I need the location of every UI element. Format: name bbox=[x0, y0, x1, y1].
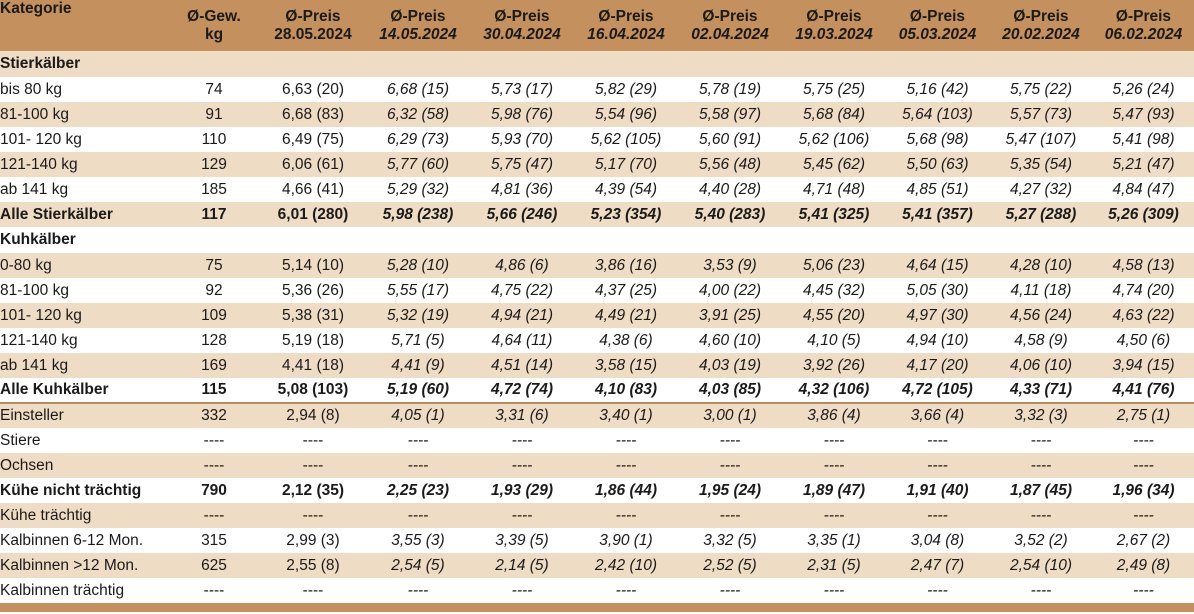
row-weight: 91 bbox=[168, 102, 260, 127]
row-label: Kühe nicht trächtig bbox=[0, 478, 168, 503]
header-date: 28.05.2024 bbox=[274, 25, 352, 43]
price-cell: 3,39 (5) bbox=[470, 528, 574, 553]
row-weight: 109 bbox=[168, 303, 260, 328]
row-label: 101- 120 kg bbox=[0, 303, 168, 328]
price-cell: 5,58 (97) bbox=[678, 102, 782, 127]
price-cell: 5,26 (309) bbox=[1093, 202, 1194, 227]
price-cell: 5,77 (60) bbox=[366, 152, 470, 177]
price-cell: 5,71 (5) bbox=[366, 328, 470, 353]
header-date: 14.05.2024 bbox=[379, 25, 457, 43]
price-cell: 4,37 (25) bbox=[574, 278, 678, 303]
header-price-col bbox=[260, 0, 366, 51]
price-cell: 5,47 (93) bbox=[1093, 102, 1194, 127]
section-row bbox=[0, 227, 1194, 253]
price-cell: 5,68 (84) bbox=[782, 102, 886, 127]
table-row bbox=[0, 328, 1194, 353]
price-cell: ---- bbox=[1093, 578, 1194, 603]
price-cell: 1,91 (40) bbox=[886, 478, 989, 503]
header-price-col bbox=[678, 0, 782, 51]
header-weight-line1: Ø-Gew. bbox=[187, 7, 241, 25]
price-cell: 5,75 (22) bbox=[989, 77, 1093, 102]
price-cell: 2,54 (5) bbox=[366, 553, 470, 578]
row-label: 121-140 kg bbox=[0, 328, 168, 353]
price-cell: 4,58 (9) bbox=[989, 328, 1093, 353]
row-weight: 92 bbox=[168, 278, 260, 303]
price-cell: ---- bbox=[1093, 453, 1194, 478]
price-cell: 3,31 (6) bbox=[470, 403, 574, 428]
price-cell: ---- bbox=[989, 578, 1093, 603]
price-cell: 5,36 (26) bbox=[260, 278, 366, 303]
price-cell: ---- bbox=[470, 578, 574, 603]
price-cell: ---- bbox=[886, 428, 989, 453]
table-row bbox=[0, 177, 1194, 202]
table-row bbox=[0, 428, 1194, 453]
table-row bbox=[0, 202, 1194, 227]
price-cell: 5,50 (63) bbox=[886, 152, 989, 177]
price-cell: 2,14 (5) bbox=[470, 553, 574, 578]
price-cell: 4,38 (6) bbox=[574, 328, 678, 353]
table-row bbox=[0, 503, 1194, 528]
price-cell: 4,40 (28) bbox=[678, 177, 782, 202]
price-cell: 2,49 (8) bbox=[1093, 553, 1194, 578]
price-cell: 4,41 (18) bbox=[260, 353, 366, 378]
price-cell: 4,39 (54) bbox=[574, 177, 678, 202]
price-cell: 5,98 (76) bbox=[470, 102, 574, 127]
price-cell: 1,89 (47) bbox=[782, 478, 886, 503]
row-weight: 128 bbox=[168, 328, 260, 353]
price-cell: ---- bbox=[260, 503, 366, 528]
header-price-col bbox=[366, 0, 470, 51]
price-cell: 4,10 (83) bbox=[574, 378, 678, 403]
price-cell: 5,75 (47) bbox=[470, 152, 574, 177]
table-row bbox=[0, 553, 1194, 578]
price-cell: ---- bbox=[989, 453, 1093, 478]
price-cell: ---- bbox=[989, 503, 1093, 528]
section-title: Kuhkälber bbox=[0, 227, 1194, 253]
row-weight: ---- bbox=[168, 503, 260, 528]
table-row bbox=[0, 478, 1194, 503]
price-cell: 5,23 (354) bbox=[574, 202, 678, 227]
price-cell: 4,66 (41) bbox=[260, 177, 366, 202]
price-cell: 4,74 (20) bbox=[1093, 278, 1194, 303]
row-weight: 129 bbox=[168, 152, 260, 177]
price-cell: 2,94 (8) bbox=[260, 403, 366, 428]
table-row bbox=[0, 578, 1194, 603]
price-cell: 5,78 (19) bbox=[678, 77, 782, 102]
row-label: Alle Kuhkälber bbox=[0, 378, 168, 403]
price-cell: 4,58 (13) bbox=[1093, 253, 1194, 278]
row-label: ab 141 kg bbox=[0, 177, 168, 202]
header-price-col bbox=[574, 0, 678, 51]
price-cell: 3,40 (1) bbox=[574, 403, 678, 428]
header-date: 06.02.2024 bbox=[1104, 25, 1183, 43]
header-date: 30.04.2024 bbox=[483, 25, 561, 43]
price-cell: 1,95 (24) bbox=[678, 478, 782, 503]
price-cell: ---- bbox=[574, 428, 678, 453]
price-cell: 4,41 (9) bbox=[366, 353, 470, 378]
header-date: 19.03.2024 bbox=[795, 25, 873, 43]
row-weight: 332 bbox=[168, 403, 260, 428]
header-price-label: Ø-Preis bbox=[285, 7, 341, 25]
price-cell: 4,33 (71) bbox=[989, 378, 1093, 403]
table-row bbox=[0, 127, 1194, 152]
row-weight: 790 bbox=[168, 478, 260, 503]
header-weight bbox=[168, 0, 260, 51]
header-price-col bbox=[989, 0, 1093, 51]
price-cell: 4,17 (20) bbox=[886, 353, 989, 378]
price-cell: 2,52 (5) bbox=[678, 553, 782, 578]
price-cell: 4,86 (6) bbox=[470, 253, 574, 278]
price-cell: 4,03 (85) bbox=[678, 378, 782, 403]
table-row bbox=[0, 77, 1194, 102]
price-cell: ---- bbox=[1093, 503, 1194, 528]
row-label: Kalbinnen 6-12 Mon. bbox=[0, 528, 168, 553]
row-label: Alle Stierkälber bbox=[0, 202, 168, 227]
price-cell: 5,19 (60) bbox=[366, 378, 470, 403]
row-weight: 75 bbox=[168, 253, 260, 278]
header-price-label: Ø-Preis bbox=[1013, 7, 1069, 25]
price-cell: 3,55 (3) bbox=[366, 528, 470, 553]
header-price-label: Ø-Preis bbox=[1115, 7, 1172, 25]
price-cell: ---- bbox=[782, 453, 886, 478]
price-cell: 3,86 (4) bbox=[782, 403, 886, 428]
price-cell: 5,40 (283) bbox=[678, 202, 782, 227]
price-cell: 5,27 (288) bbox=[989, 202, 1093, 227]
price-cell: 6,68 (15) bbox=[366, 77, 470, 102]
footer-bar bbox=[0, 603, 1194, 612]
price-cell: 6,06 (61) bbox=[260, 152, 366, 177]
row-label: Kalbinnen trächtig bbox=[0, 578, 168, 603]
row-label: Kalbinnen >12 Mon. bbox=[0, 553, 168, 578]
price-cell: ---- bbox=[886, 453, 989, 478]
price-cell: 5,45 (62) bbox=[782, 152, 886, 177]
table-row bbox=[0, 253, 1194, 278]
price-cell: 3,86 (16) bbox=[574, 253, 678, 278]
price-cell: 5,73 (17) bbox=[470, 77, 574, 102]
price-cell: 6,01 (280) bbox=[260, 202, 366, 227]
price-cell: 4,28 (10) bbox=[989, 253, 1093, 278]
price-cell: 5,17 (70) bbox=[574, 152, 678, 177]
row-weight: 74 bbox=[168, 77, 260, 102]
price-cell: 5,29 (32) bbox=[366, 177, 470, 202]
price-cell: 5,56 (48) bbox=[678, 152, 782, 177]
header-weight-line2: kg bbox=[204, 25, 224, 43]
price-cell: ---- bbox=[260, 453, 366, 478]
price-cell: 3,58 (15) bbox=[574, 353, 678, 378]
price-cell: 4,81 (36) bbox=[470, 177, 574, 202]
header-price-col bbox=[782, 0, 886, 51]
price-cell: 5,32 (19) bbox=[366, 303, 470, 328]
price-cell: 4,63 (22) bbox=[1093, 303, 1194, 328]
price-cell: 4,00 (22) bbox=[678, 278, 782, 303]
price-cell: ---- bbox=[782, 428, 886, 453]
row-weight: ---- bbox=[168, 453, 260, 478]
price-cell: 5,05 (30) bbox=[886, 278, 989, 303]
price-cell: ---- bbox=[574, 503, 678, 528]
price-cell: 5,16 (42) bbox=[886, 77, 989, 102]
price-cell: ---- bbox=[886, 503, 989, 528]
price-cell: 1,96 (34) bbox=[1093, 478, 1194, 503]
row-label: Kühe trächtig bbox=[0, 503, 168, 528]
price-cell: 5,21 (47) bbox=[1093, 152, 1194, 177]
price-cell: 4,05 (1) bbox=[366, 403, 470, 428]
section-title: Stierkälber bbox=[0, 51, 1194, 77]
price-cell: ---- bbox=[678, 453, 782, 478]
price-cell: 4,45 (32) bbox=[782, 278, 886, 303]
price-cell: 6,49 (75) bbox=[260, 127, 366, 152]
price-cell: 5,62 (106) bbox=[782, 127, 886, 152]
price-cell: 4,72 (74) bbox=[470, 378, 574, 403]
price-cell: ---- bbox=[470, 453, 574, 478]
price-cell: 5,14 (10) bbox=[260, 253, 366, 278]
header-price-label: Ø-Preis bbox=[909, 7, 966, 25]
row-weight: 115 bbox=[168, 378, 260, 403]
price-cell: 5,38 (31) bbox=[260, 303, 366, 328]
price-cell: 3,91 (25) bbox=[678, 303, 782, 328]
header-price-col bbox=[470, 0, 574, 51]
price-cell: 2,55 (8) bbox=[260, 553, 366, 578]
price-cell: ---- bbox=[260, 578, 366, 603]
price-cell: 2,12 (35) bbox=[260, 478, 366, 503]
price-cell: 2,42 (10) bbox=[574, 553, 678, 578]
price-cell: 4,41 (76) bbox=[1093, 378, 1194, 403]
table-row bbox=[0, 453, 1194, 478]
table-row bbox=[0, 528, 1194, 553]
row-label: bis 80 kg bbox=[0, 77, 168, 102]
price-cell: 3,90 (1) bbox=[574, 528, 678, 553]
price-cell: 4,03 (19) bbox=[678, 353, 782, 378]
price-cell: 2,31 (5) bbox=[782, 553, 886, 578]
price-cell: 5,28 (10) bbox=[366, 253, 470, 278]
row-label: Einsteller bbox=[0, 403, 168, 428]
price-cell: 1,93 (29) bbox=[470, 478, 574, 503]
price-cell: 5,54 (96) bbox=[574, 102, 678, 127]
price-cell: 2,54 (10) bbox=[989, 553, 1093, 578]
footer-bar-cell bbox=[0, 603, 1194, 612]
row-label: 81-100 kg bbox=[0, 278, 168, 303]
row-label: 121-140 kg bbox=[0, 152, 168, 177]
price-cell: ---- bbox=[366, 428, 470, 453]
row-weight: 117 bbox=[168, 202, 260, 227]
price-cell: 3,66 (4) bbox=[886, 403, 989, 428]
price-cell: 4,72 (105) bbox=[886, 378, 989, 403]
header-price-label: Ø-Preis bbox=[390, 7, 446, 25]
price-cell: 5,93 (70) bbox=[470, 127, 574, 152]
row-weight: 315 bbox=[168, 528, 260, 553]
price-cell: 3,00 (1) bbox=[678, 403, 782, 428]
price-cell: 5,60 (91) bbox=[678, 127, 782, 152]
price-cell: 4,85 (51) bbox=[886, 177, 989, 202]
price-cell: 3,32 (3) bbox=[989, 403, 1093, 428]
table-row bbox=[0, 378, 1194, 403]
price-cell: 4,49 (21) bbox=[574, 303, 678, 328]
row-label: Ochsen bbox=[0, 453, 168, 478]
price-cell: ---- bbox=[574, 453, 678, 478]
price-cell: 6,63 (20) bbox=[260, 77, 366, 102]
price-cell: 3,32 (5) bbox=[678, 528, 782, 553]
row-label: Stiere bbox=[0, 428, 168, 453]
price-cell: 3,04 (8) bbox=[886, 528, 989, 553]
price-cell: 6,68 (83) bbox=[260, 102, 366, 127]
price-cell: 5,64 (103) bbox=[886, 102, 989, 127]
price-cell: 5,41 (325) bbox=[782, 202, 886, 227]
price-cell: ---- bbox=[366, 503, 470, 528]
price-cell: 5,57 (73) bbox=[989, 102, 1093, 127]
price-cell: 4,71 (48) bbox=[782, 177, 886, 202]
price-cell: 4,94 (21) bbox=[470, 303, 574, 328]
price-cell: 4,60 (10) bbox=[678, 328, 782, 353]
header-price-label: Ø-Preis bbox=[806, 7, 862, 25]
price-cell: 4,10 (5) bbox=[782, 328, 886, 353]
row-weight: 185 bbox=[168, 177, 260, 202]
row-label: 0-80 kg bbox=[0, 253, 168, 278]
price-cell: 5,06 (23) bbox=[782, 253, 886, 278]
price-cell: 5,26 (24) bbox=[1093, 77, 1194, 102]
price-cell: 4,11 (18) bbox=[989, 278, 1093, 303]
price-cell: ---- bbox=[574, 578, 678, 603]
price-cell: 5,19 (18) bbox=[260, 328, 366, 353]
row-weight: ---- bbox=[168, 428, 260, 453]
price-cell: 5,47 (107) bbox=[989, 127, 1093, 152]
price-cell: 4,94 (10) bbox=[886, 328, 989, 353]
price-cell: 4,55 (20) bbox=[782, 303, 886, 328]
table-row bbox=[0, 403, 1194, 428]
price-cell: 1,87 (45) bbox=[989, 478, 1093, 503]
price-cell: ---- bbox=[782, 578, 886, 603]
price-cell: 3,52 (2) bbox=[989, 528, 1093, 553]
price-cell: ---- bbox=[678, 578, 782, 603]
header-date: 02.04.2024 bbox=[691, 25, 769, 43]
row-weight: 625 bbox=[168, 553, 260, 578]
header-row bbox=[0, 0, 1194, 51]
price-cell: ---- bbox=[678, 428, 782, 453]
price-cell: ---- bbox=[989, 428, 1093, 453]
price-cell: ---- bbox=[260, 428, 366, 453]
price-cell: 4,06 (10) bbox=[989, 353, 1093, 378]
price-cell: 2,99 (3) bbox=[260, 528, 366, 553]
price-cell: 4,97 (30) bbox=[886, 303, 989, 328]
price-cell: 4,56 (24) bbox=[989, 303, 1093, 328]
row-weight: 110 bbox=[168, 127, 260, 152]
price-cell: 4,50 (6) bbox=[1093, 328, 1194, 353]
price-cell: 4,51 (14) bbox=[470, 353, 574, 378]
price-cell: 5,55 (17) bbox=[366, 278, 470, 303]
price-cell: ---- bbox=[782, 503, 886, 528]
header-date: 05.03.2024 bbox=[898, 25, 977, 43]
price-cell: 6,32 (58) bbox=[366, 102, 470, 127]
table-body bbox=[0, 51, 1194, 603]
price-cell: ---- bbox=[1093, 428, 1194, 453]
table-row bbox=[0, 278, 1194, 303]
price-cell: 5,41 (357) bbox=[886, 202, 989, 227]
price-cell: 5,82 (29) bbox=[574, 77, 678, 102]
price-cell: ---- bbox=[366, 578, 470, 603]
table-row bbox=[0, 303, 1194, 328]
price-cell: 5,08 (103) bbox=[260, 378, 366, 403]
header-price-label: Ø-Preis bbox=[702, 7, 758, 25]
header-price-col bbox=[1093, 0, 1194, 51]
price-cell: 5,62 (105) bbox=[574, 127, 678, 152]
row-label: 101- 120 kg bbox=[0, 127, 168, 152]
header-date: 20.02.2024 bbox=[1002, 25, 1080, 43]
price-cell: 3,53 (9) bbox=[678, 253, 782, 278]
price-cell: 5,66 (246) bbox=[470, 202, 574, 227]
header-price-label: Ø-Preis bbox=[494, 7, 550, 25]
price-cell: 3,92 (26) bbox=[782, 353, 886, 378]
price-cell: ---- bbox=[470, 428, 574, 453]
price-cell: 5,68 (98) bbox=[886, 127, 989, 152]
price-cell: 5,35 (54) bbox=[989, 152, 1093, 177]
price-cell: 4,84 (47) bbox=[1093, 177, 1194, 202]
price-cell: ---- bbox=[678, 503, 782, 528]
price-cell: 5,75 (25) bbox=[782, 77, 886, 102]
price-cell: 5,41 (98) bbox=[1093, 127, 1194, 152]
price-cell: 3,35 (1) bbox=[782, 528, 886, 553]
price-cell: 4,32 (106) bbox=[782, 378, 886, 403]
price-cell: 2,25 (23) bbox=[366, 478, 470, 503]
table-row bbox=[0, 353, 1194, 378]
table-row bbox=[0, 152, 1194, 177]
row-weight: 169 bbox=[168, 353, 260, 378]
price-cell: 2,47 (7) bbox=[886, 553, 989, 578]
price-cell: 4,27 (32) bbox=[989, 177, 1093, 202]
price-cell: 4,75 (22) bbox=[470, 278, 574, 303]
header-category: Kategorie bbox=[0, 0, 168, 51]
price-cell: 6,29 (73) bbox=[366, 127, 470, 152]
table-row bbox=[0, 102, 1194, 127]
price-cell: 3,94 (15) bbox=[1093, 353, 1194, 378]
price-cell: 1,86 (44) bbox=[574, 478, 678, 503]
row-label: ab 141 kg bbox=[0, 353, 168, 378]
section-row bbox=[0, 51, 1194, 77]
price-cell: 2,67 (2) bbox=[1093, 528, 1194, 553]
header-price-label: Ø-Preis bbox=[598, 7, 654, 25]
price-cell: 4,64 (11) bbox=[470, 328, 574, 353]
header-date: 16.04.2024 bbox=[587, 25, 665, 43]
row-weight: ---- bbox=[168, 578, 260, 603]
row-label: 81-100 kg bbox=[0, 102, 168, 127]
price-cell: 4,64 (15) bbox=[886, 253, 989, 278]
price-cell: ---- bbox=[470, 503, 574, 528]
header-price-col bbox=[886, 0, 989, 51]
price-cell: ---- bbox=[886, 578, 989, 603]
price-cell: ---- bbox=[366, 453, 470, 478]
price-cell: 5,98 (238) bbox=[366, 202, 470, 227]
price-cell: 2,75 (1) bbox=[1093, 403, 1194, 428]
